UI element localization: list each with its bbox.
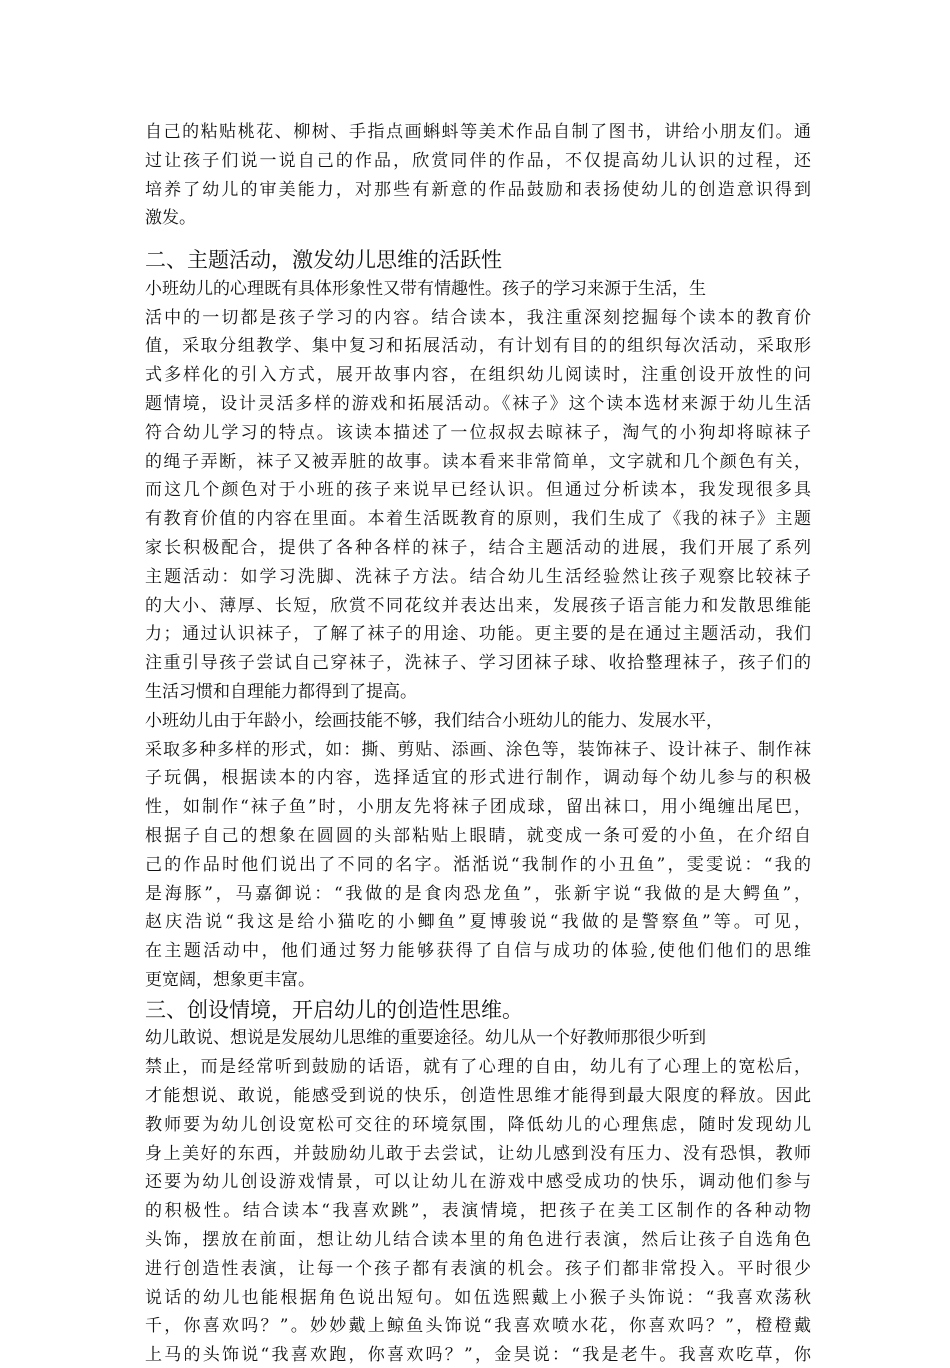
text-line: 在主题活动中，他们通过努力能够获得了自信与成功的体验,使他们他们的思维 (145, 941, 811, 961)
section-heading-3: 三、创设情境，开启幼儿的创造性思维。 (145, 998, 523, 1022)
text-line: 己的作品时他们说出了不同的名字。湉湉说“我制作的小丑鱼”，雯雯说：“我的 (145, 855, 811, 875)
text-line: 还要为幼儿创设游戏情景，可以让幼儿在游戏中感受成功的快乐，调动他们参与 (145, 1172, 811, 1192)
text-line: 式多样化的引入方式，展开故事内容，在组织幼儿阅读时，注重创设开放性的问 (145, 365, 811, 385)
section-heading-2: 二、主题活动，激发幼儿思维的活跃性 (145, 248, 502, 272)
text-line: 有教育价值的内容在里面。本着生活既教育的原则，我们生成了《我的袜子》主题 (145, 509, 811, 529)
text-line: 力；通过认识袜子，了解了袜子的用途、功能。更主要的是在通过主题活动，我们 (145, 624, 811, 644)
text-line: 说话的幼儿也能根据角色说出短句。如伍选熙戴上小猴子头饰说：“我喜欢荡秋 (145, 1288, 811, 1308)
text-line: 头饰，摆放在前面，想让幼儿结合读本里的角色进行表演，然后让孩子自选角色 (145, 1230, 811, 1250)
text-line: 禁止，而是经常听到鼓励的话语，就有了心理的自由，幼儿有了心理上的宽松后， (145, 1057, 811, 1077)
text-line: 家长积极配合，提供了各种各样的袜子，结合主题活动的进展，我们开展了系列 (145, 538, 811, 558)
text-line: 激发。 (145, 208, 196, 228)
text-line: 主题活动：如学习洗脚、洗袜子方法。结合幼儿生活经验然让孩子观察比较袜子 (145, 567, 811, 587)
text-line: 值，采取分组教学、集中复习和拓展活动，有计划有目的的组织每次活动，采取形 (145, 336, 811, 356)
text-line: 过让孩子们说一说自己的作品，欣赏同伴的作品，不仅提高幼儿认识的过程，还 (145, 151, 811, 171)
text-line: 根据子自己的想象在圆圆的头部粘贴上眼睛，就变成一条可爱的小鱼，在介绍自 (145, 826, 811, 846)
text-line: 小班幼儿的心理既有具体形象性又带有情趣性。孩子的学习来源于生活，生 (145, 279, 706, 299)
text-line: 子玩偶，根据读本的内容，选择适宜的形式进行制作，调动每个幼儿参与的积极 (145, 768, 811, 788)
text-line: 自己的粘贴桃花、柳树、手指点画蝌蚪等美术作品自制了图书，讲给小朋友们。通 (145, 122, 811, 142)
text-line: 小班幼儿由于年龄小，绘画技能不够，我们结合小班幼儿的能力、发展水平， (145, 711, 723, 731)
text-line: 活中的一切都是孩子学习的内容。结合读本，我注重深刻挖掘每个读本的教育价 (145, 308, 811, 328)
text-line: 身上美好的东西，并鼓励幼儿敢于去尝试，让幼儿感到没有压力、没有恐惧，教师 (145, 1144, 811, 1164)
text-line: 题情境，设计灵活多样的游戏和拓展活动。《袜子》这个读本选材来源于幼儿生活 (145, 394, 811, 414)
text-line: 性，如制作“袜子鱼”时，小朋友先将袜子团成球，留出袜口，用小绳缠出尾巴， (145, 797, 811, 817)
text-line: 培养了幼儿的审美能力，对那些有新意的作品鼓励和表扬使幼儿的创造意识得到 (145, 180, 811, 200)
text-line: 的绳子弄断，袜子又被弄脏的故事。读本看来非常简单，文字就和几个颜色有关， (145, 452, 811, 472)
text-line: 进行创造性表演，让每一个孩子都有表演的机会。孩子们都非常投入。平时很少 (145, 1259, 811, 1279)
text-line: 的积极性。结合读本“我喜欢跳”，表演情境，把孩子在美工区制作的各种动物 (145, 1201, 811, 1221)
text-line: 幼儿敢说、想说是发展幼儿思维的重要途径。幼儿从一个好教师那很少听到 (145, 1028, 706, 1048)
text-line: 才能想说、敢说，能感受到说的快乐，创造性思维才能得到最大限度的释放。因此 (145, 1086, 811, 1106)
text-line: 千，你喜欢吗？”。妙妙戴上鲸鱼头饰说“我喜欢喷水花，你喜欢吗？”，橙橙戴 (145, 1316, 811, 1336)
text-line: 生活习惯和自理能力都得到了提高。 (145, 682, 417, 702)
text-line: 教师要为幼儿创设宽松可交往的环境氛围，降低幼儿的心理焦虑，随时发现幼儿 (145, 1115, 811, 1135)
text-line: 的大小、薄厚、长短，欣赏不同花纹并表达出来，发展孩子语言能力和发散思维能 (145, 596, 811, 616)
text-line: 赵庆浩说“我这是给小猫吃的小鲫鱼”夏博骏说“我做的是警察鱼”等。可见， (145, 912, 811, 932)
text-line: 是海豚”，马嘉御说：“我做的是食肉恐龙鱼”，张新宇说“我做的是大鳄鱼”， (145, 884, 811, 904)
text-line: 上马的头饰说“我喜欢跑，你喜欢吗？”，金昊说：“我是老牛。我喜欢吃草，你 (145, 1345, 811, 1365)
text-line: 注重引导孩子尝试自己穿袜子，洗袜子、学习团袜子球、收拾整理袜子，孩子们的 (145, 653, 811, 673)
text-line: 符合幼儿学习的特点。该读本描述了一位叔叔去晾袜子，淘气的小狗却将晾袜子 (145, 423, 811, 443)
text-line: 而这几个颜色对于小班的孩子来说早已经认识。但通过分析读本，我发现很多具 (145, 480, 811, 500)
text-line: 采取多种多样的形式，如：撕、剪贴、添画、涂色等，装饰袜子、设计袜子、制作袜 (145, 740, 811, 760)
text-line: 更宽阔，想象更丰富。 (145, 970, 315, 990)
